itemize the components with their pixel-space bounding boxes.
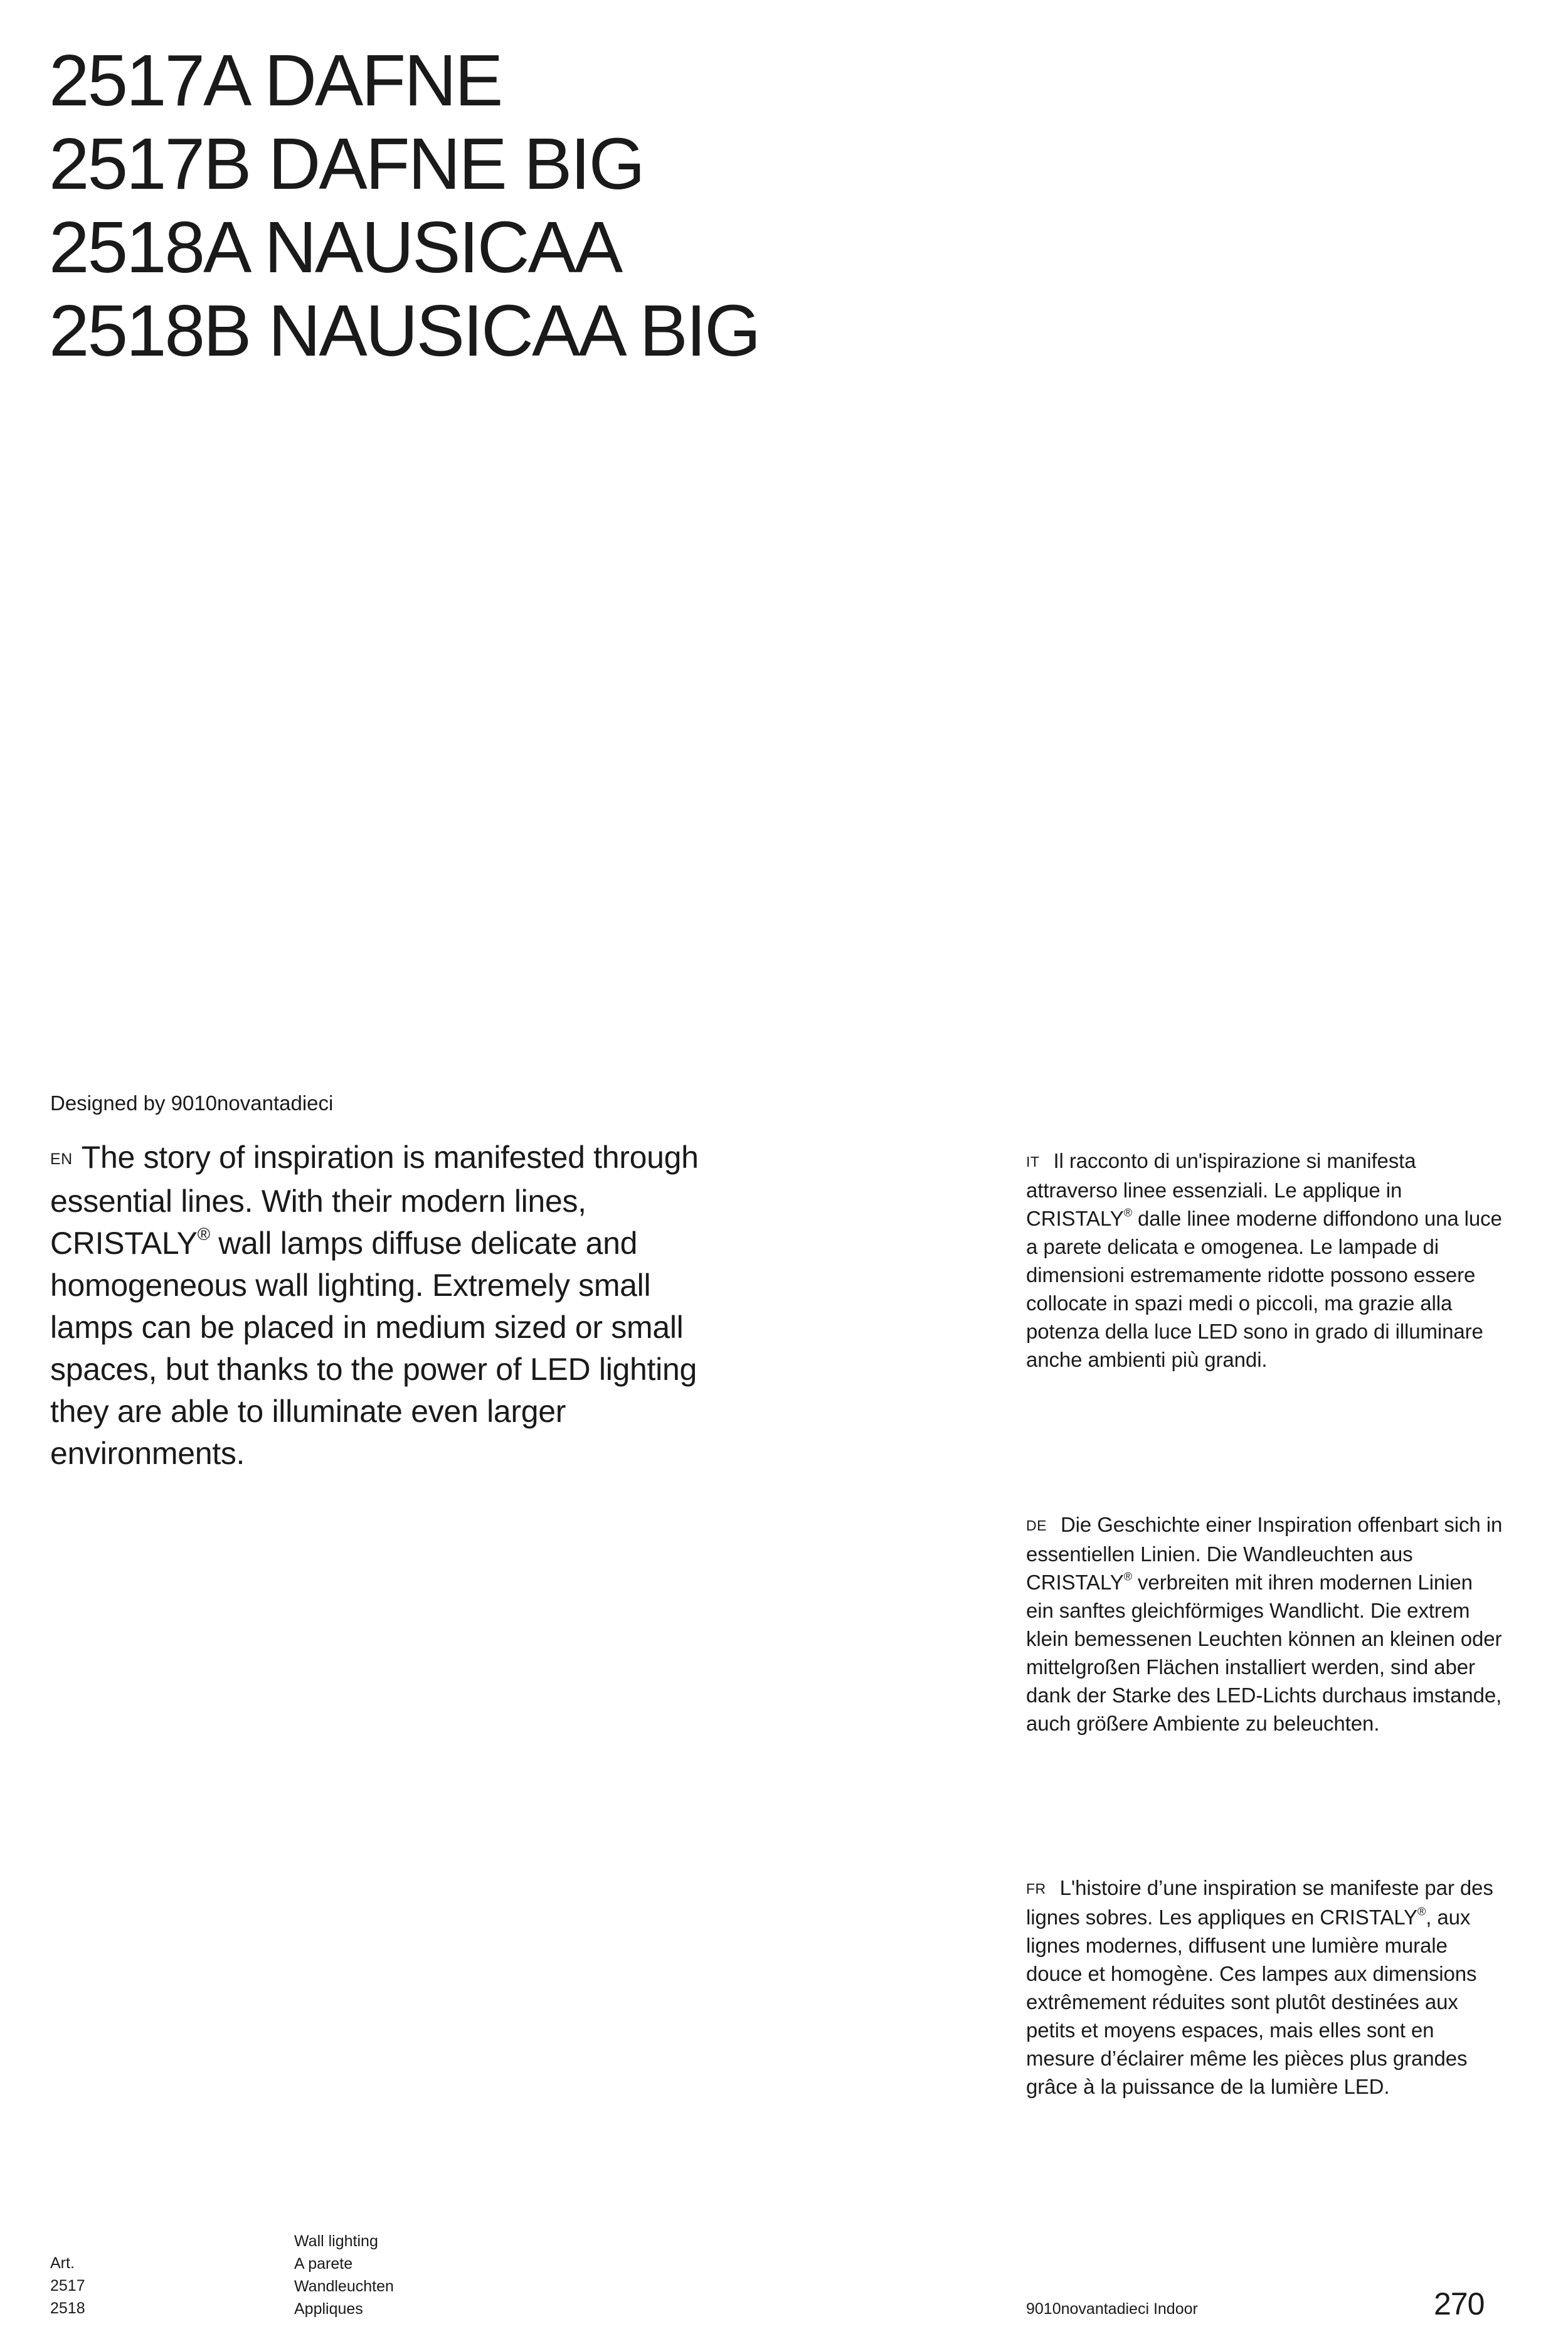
registered-mark: ® <box>197 1224 210 1244</box>
description-en <box>50 1137 728 1475</box>
description-de-text-1: Die Geschichte einer Inspiration offenbart sich in essentiellen Linien. Die Wandleuchten aus CRISTALY <box>1026 1513 1503 1594</box>
description-de <box>1026 1510 1503 1737</box>
description-it <box>1026 1147 1503 1374</box>
product-title-2517b: 2517B DAFNE BIG <box>49 123 644 204</box>
footer-brand: 9010novantadieci Indoor <box>1026 2300 1198 2318</box>
registered-mark: ® <box>1417 1905 1426 1918</box>
language-tag-de: DE <box>1026 1517 1047 1534</box>
registered-mark: ® <box>1123 1206 1132 1219</box>
product-title-2517a: 2517A DAFNE <box>49 40 502 121</box>
article-number-2518: 2518 <box>50 2300 85 2317</box>
footer-categories <box>294 2230 394 2320</box>
category-fr: Appliques <box>294 2300 363 2318</box>
page-number: 270 <box>1434 2286 1485 2321</box>
category-it: A parete <box>294 2255 353 2273</box>
designer-credit: Designed by 9010novantadieci <box>50 1091 334 1115</box>
category-de: Wandleuchten <box>294 2278 394 2295</box>
description-fr <box>1026 1874 1503 2101</box>
language-tag-it: IT <box>1026 1154 1040 1170</box>
footer-article-numbers <box>50 2252 85 2320</box>
description-it-text-2: dalle linee moderne diffondono una luce a parete delicata e omogenea. Le lampade di dimensioni estremamente ridotte possono essere collocate in spazi medi o piccoli, ma grazie alla potenza della luce LED sono in grado di illuminare anche ambienti più grandi. <box>1026 1207 1502 1371</box>
language-tag-en: EN <box>50 1150 73 1168</box>
description-it-text-1: Il racconto di un'ispirazione si manifesta attraverso linee essenziali. Le applique in CRISTALY <box>1026 1149 1416 1230</box>
description-fr-text-1: L'histoire d’une inspiration se manifeste par des lignes sobres. Les appliques en CRISTALY <box>1026 1876 1493 1929</box>
product-titles <box>49 39 1178 373</box>
article-number-2517: 2517 <box>50 2277 85 2295</box>
description-fr-text-2: , aux lignes modernes, diffusent une lumière murale douce et homogène. Ces lampes aux dimensions extrêmement réduites sont plutôt destinées aux petits et moyens espaces, mais elles sont en mesure d’éclairer même les pièces plus grandes grâce à la puissance de la lumière LED. <box>1026 1906 1477 2098</box>
product-title-2518a: 2518A NAUSICAA <box>49 206 622 288</box>
product-title-2518b: 2518B NAUSICAA BIG <box>49 290 760 371</box>
description-de-text-2: verbreiten mit ihren modernen Linien ein sanftes gleichförmiges Wandlicht. Die extrem klein bemessenen Leuchten können an kleinen oder mittelgroßen Flächen installiert werden, sind aber dank der Starke des LED-Lichts durchaus imstande, auch größere Ambiente zu beleuchten. <box>1026 1571 1502 1735</box>
category-en: Wall lighting <box>294 2232 378 2250</box>
registered-mark: ® <box>1123 1570 1132 1583</box>
article-label: Art. <box>50 2254 75 2272</box>
description-en-text-2: wall lamps diffuse delicate and homogeneous wall lighting. Extremely small lamps can be placed in medium sized or small spaces, but thanks to the power of LED lighting they are able to illuminate even larger environments. <box>50 1226 697 1471</box>
language-tag-fr: FR <box>1026 1881 1046 1897</box>
description-en-text-1: The story of inspiration is manifested through essential lines. With their modern lines, CRISTALY <box>50 1140 699 1261</box>
